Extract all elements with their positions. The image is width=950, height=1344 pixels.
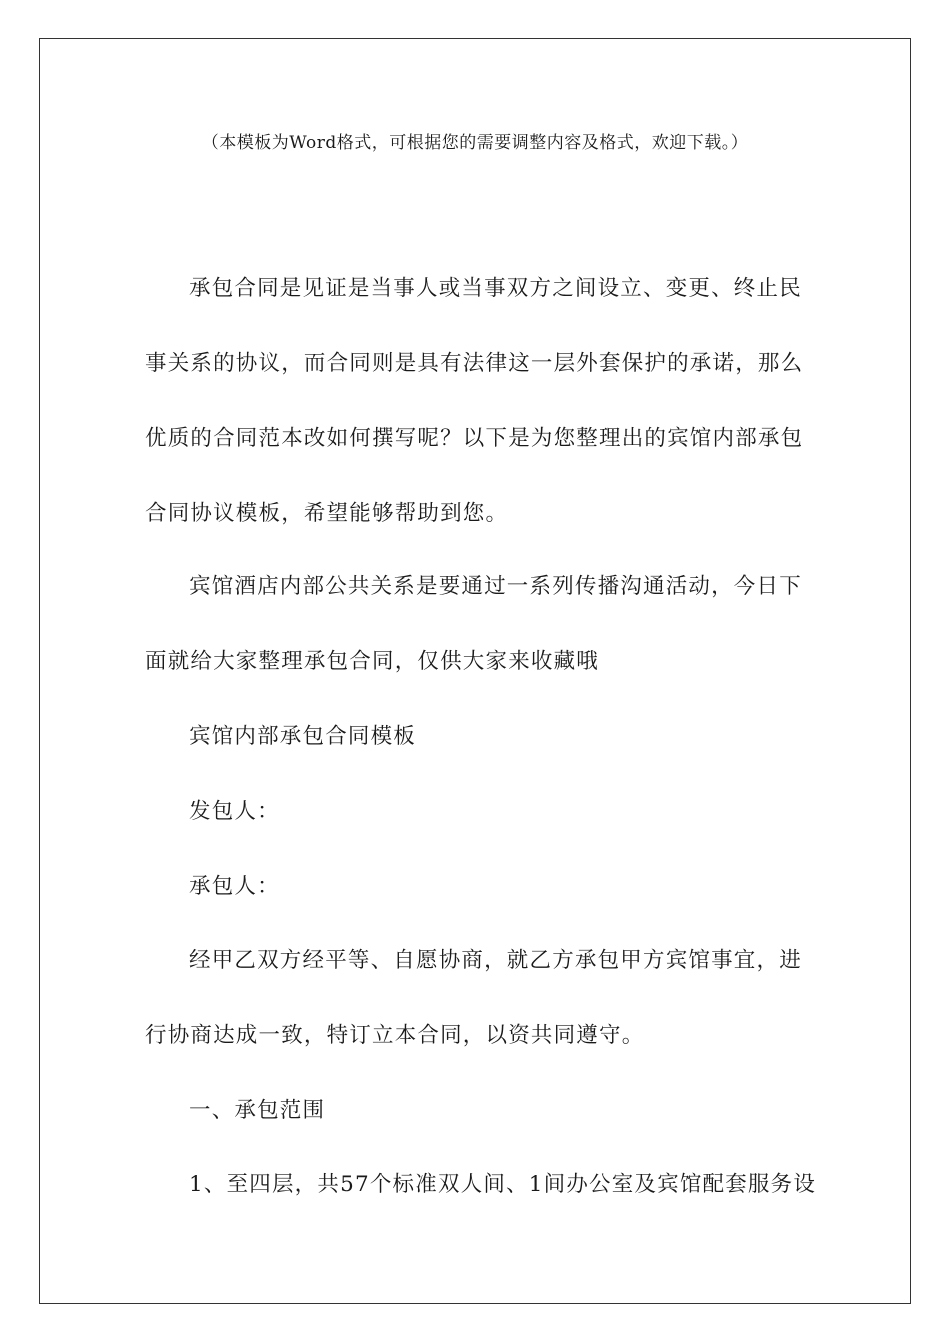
clause-item-1: 1、至四层，共57个标准双人间、1间办公室及宾馆配套服务设 (189, 1172, 817, 1197)
paragraph-line-3: 优质的合同范本改如何撰写呢？以下是为您整理出的宾馆内部承包 (145, 426, 804, 451)
paragraph-line-2: 事关系的协议，而合同则是具有法律这一层外套保护的承诺，那么 (145, 351, 804, 376)
paragraph-line-4: 合同协议模板，希望能够帮助到您。 (145, 501, 509, 526)
section-title: 宾馆内部承包合同模板 (189, 724, 417, 749)
paragraph-line-6: 面就给大家整理承包合同，仅供大家来收藏哦 (145, 649, 600, 674)
contractor-label: 承包人： (189, 874, 280, 899)
paragraph-line-11: 行协商达成一致，特订立本合同，以资共同遵守。 (145, 1023, 645, 1048)
paragraph-line-5: 宾馆酒店内部公共关系是要通过一系列传播沟通活动，今日下 (189, 574, 802, 599)
paragraph-line-10: 经甲乙双方经平等、自愿协商，就乙方承包甲方宾馆事宜，进 (189, 948, 802, 973)
template-notice: （本模板为Word格式，可根据您的需要调整内容及格式，欢迎下载。） (201, 133, 749, 153)
employer-label: 发包人： (189, 799, 280, 824)
paragraph-line-1: 承包合同是见证是当事人或当事双方之间设立、变更、终止民 (189, 276, 802, 301)
clause-heading: 一、承包范围 (189, 1098, 326, 1123)
